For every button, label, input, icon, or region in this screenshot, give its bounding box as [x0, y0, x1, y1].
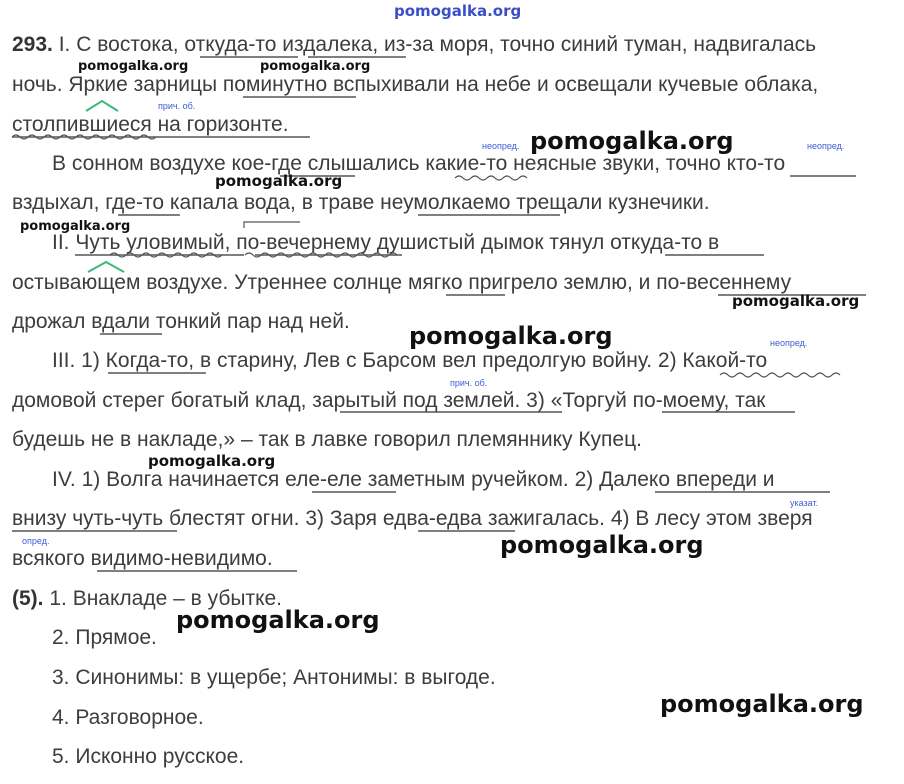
watermark: pomogalka.org: [500, 531, 704, 559]
watermark-top: pomogalka.org: [394, 2, 522, 20]
annotation-neopred-2: неопред.: [807, 141, 845, 151]
answers-label: (5).: [12, 587, 44, 610]
text-line-13: внизу чуть-чуть блестят огни. 3) Заря едва-едва зажигалась. 4) В лесу этом зверя: [12, 507, 813, 530]
text-line-6: II. Чуть уловимый, по-вечернему душистый дымок тянул откуда-то в: [52, 231, 720, 254]
annotation-ukazat: указат.: [790, 498, 819, 508]
answer-item-5: 5. Исконно русское.: [52, 745, 245, 768]
text-line-9: III. 1) Когда-то, в старину, Лев с Барсом вел предолгую войну. 2) Какой-то: [52, 349, 768, 372]
watermark: pomogalka.org: [20, 219, 131, 234]
text-line-7: остывающем воздухе. Утреннее солнце мягко пригрело землю, и по-весеннему: [12, 271, 792, 294]
annotation-neopred-1: неопред.: [482, 141, 520, 151]
watermark: pomogalka.org: [215, 172, 343, 190]
watermark: pomogalka.org: [409, 322, 613, 350]
text-line-14: всякого видимо-невидимо.: [12, 547, 273, 570]
text-line-12: IV. 1) Волга начинается еле-еле заметным ручейком. 2) Далеко впереди и: [52, 468, 775, 491]
watermark: pomogalka.org: [260, 59, 371, 74]
text-line-5: вздыхал, где-то капала вода, в траве неумолкаемо трещали кузнечики.: [12, 191, 710, 214]
answer-item-2: 2. Прямое.: [52, 626, 157, 649]
text-line-3: столпившиеся на горизонте.: [12, 113, 289, 136]
watermark: pomogalka.org: [176, 606, 380, 634]
watermark: pomogalka.org: [148, 452, 276, 470]
answer-item-1: 1. Внакладе – в убытке.: [49, 587, 283, 610]
watermark: pomogalka.org: [732, 292, 860, 310]
watermark: pomogalka.org: [78, 59, 189, 74]
annotation-prich-ob-2: прич. об.: [450, 378, 488, 388]
annotation-neopred-3: неопред.: [770, 338, 808, 348]
text-line-2: ночь. Яркие зарницы поминутно вспыхивали на небе и освещали кучевые облака,: [12, 73, 819, 96]
watermark: pomogalka.org: [660, 690, 864, 718]
exercise-number: 293.: [12, 33, 53, 56]
annotation-prich-ob-1: прич. об.: [158, 101, 196, 111]
text-line-11: будешь не в накладе,» – так в лавке говорил племяннику Купец.: [12, 428, 642, 451]
watermark: pomogalka.org: [530, 127, 734, 155]
text-line-10: домовой стерег богатый клад, зарытый под землей. 3) «Торгуй по-моему, так: [12, 389, 766, 412]
annotation-opred: опред.: [22, 536, 50, 546]
line-1-text: I. С востока, откуда-то издалека, из-за моря, точно синий туман, надвигалась: [58, 33, 817, 56]
text-line-4: В сонном воздухе кое-где слышались какие-то неясные звуки, точно кто-то: [52, 152, 786, 175]
answer-item-3: 3. Синонимы: в ущербе; Антонимы: в выгоде.: [52, 666, 496, 689]
text-line-8: дрожал вдали тонкий пар над ней.: [12, 310, 350, 333]
answer-item-4: 4. Разговорное.: [52, 706, 204, 729]
